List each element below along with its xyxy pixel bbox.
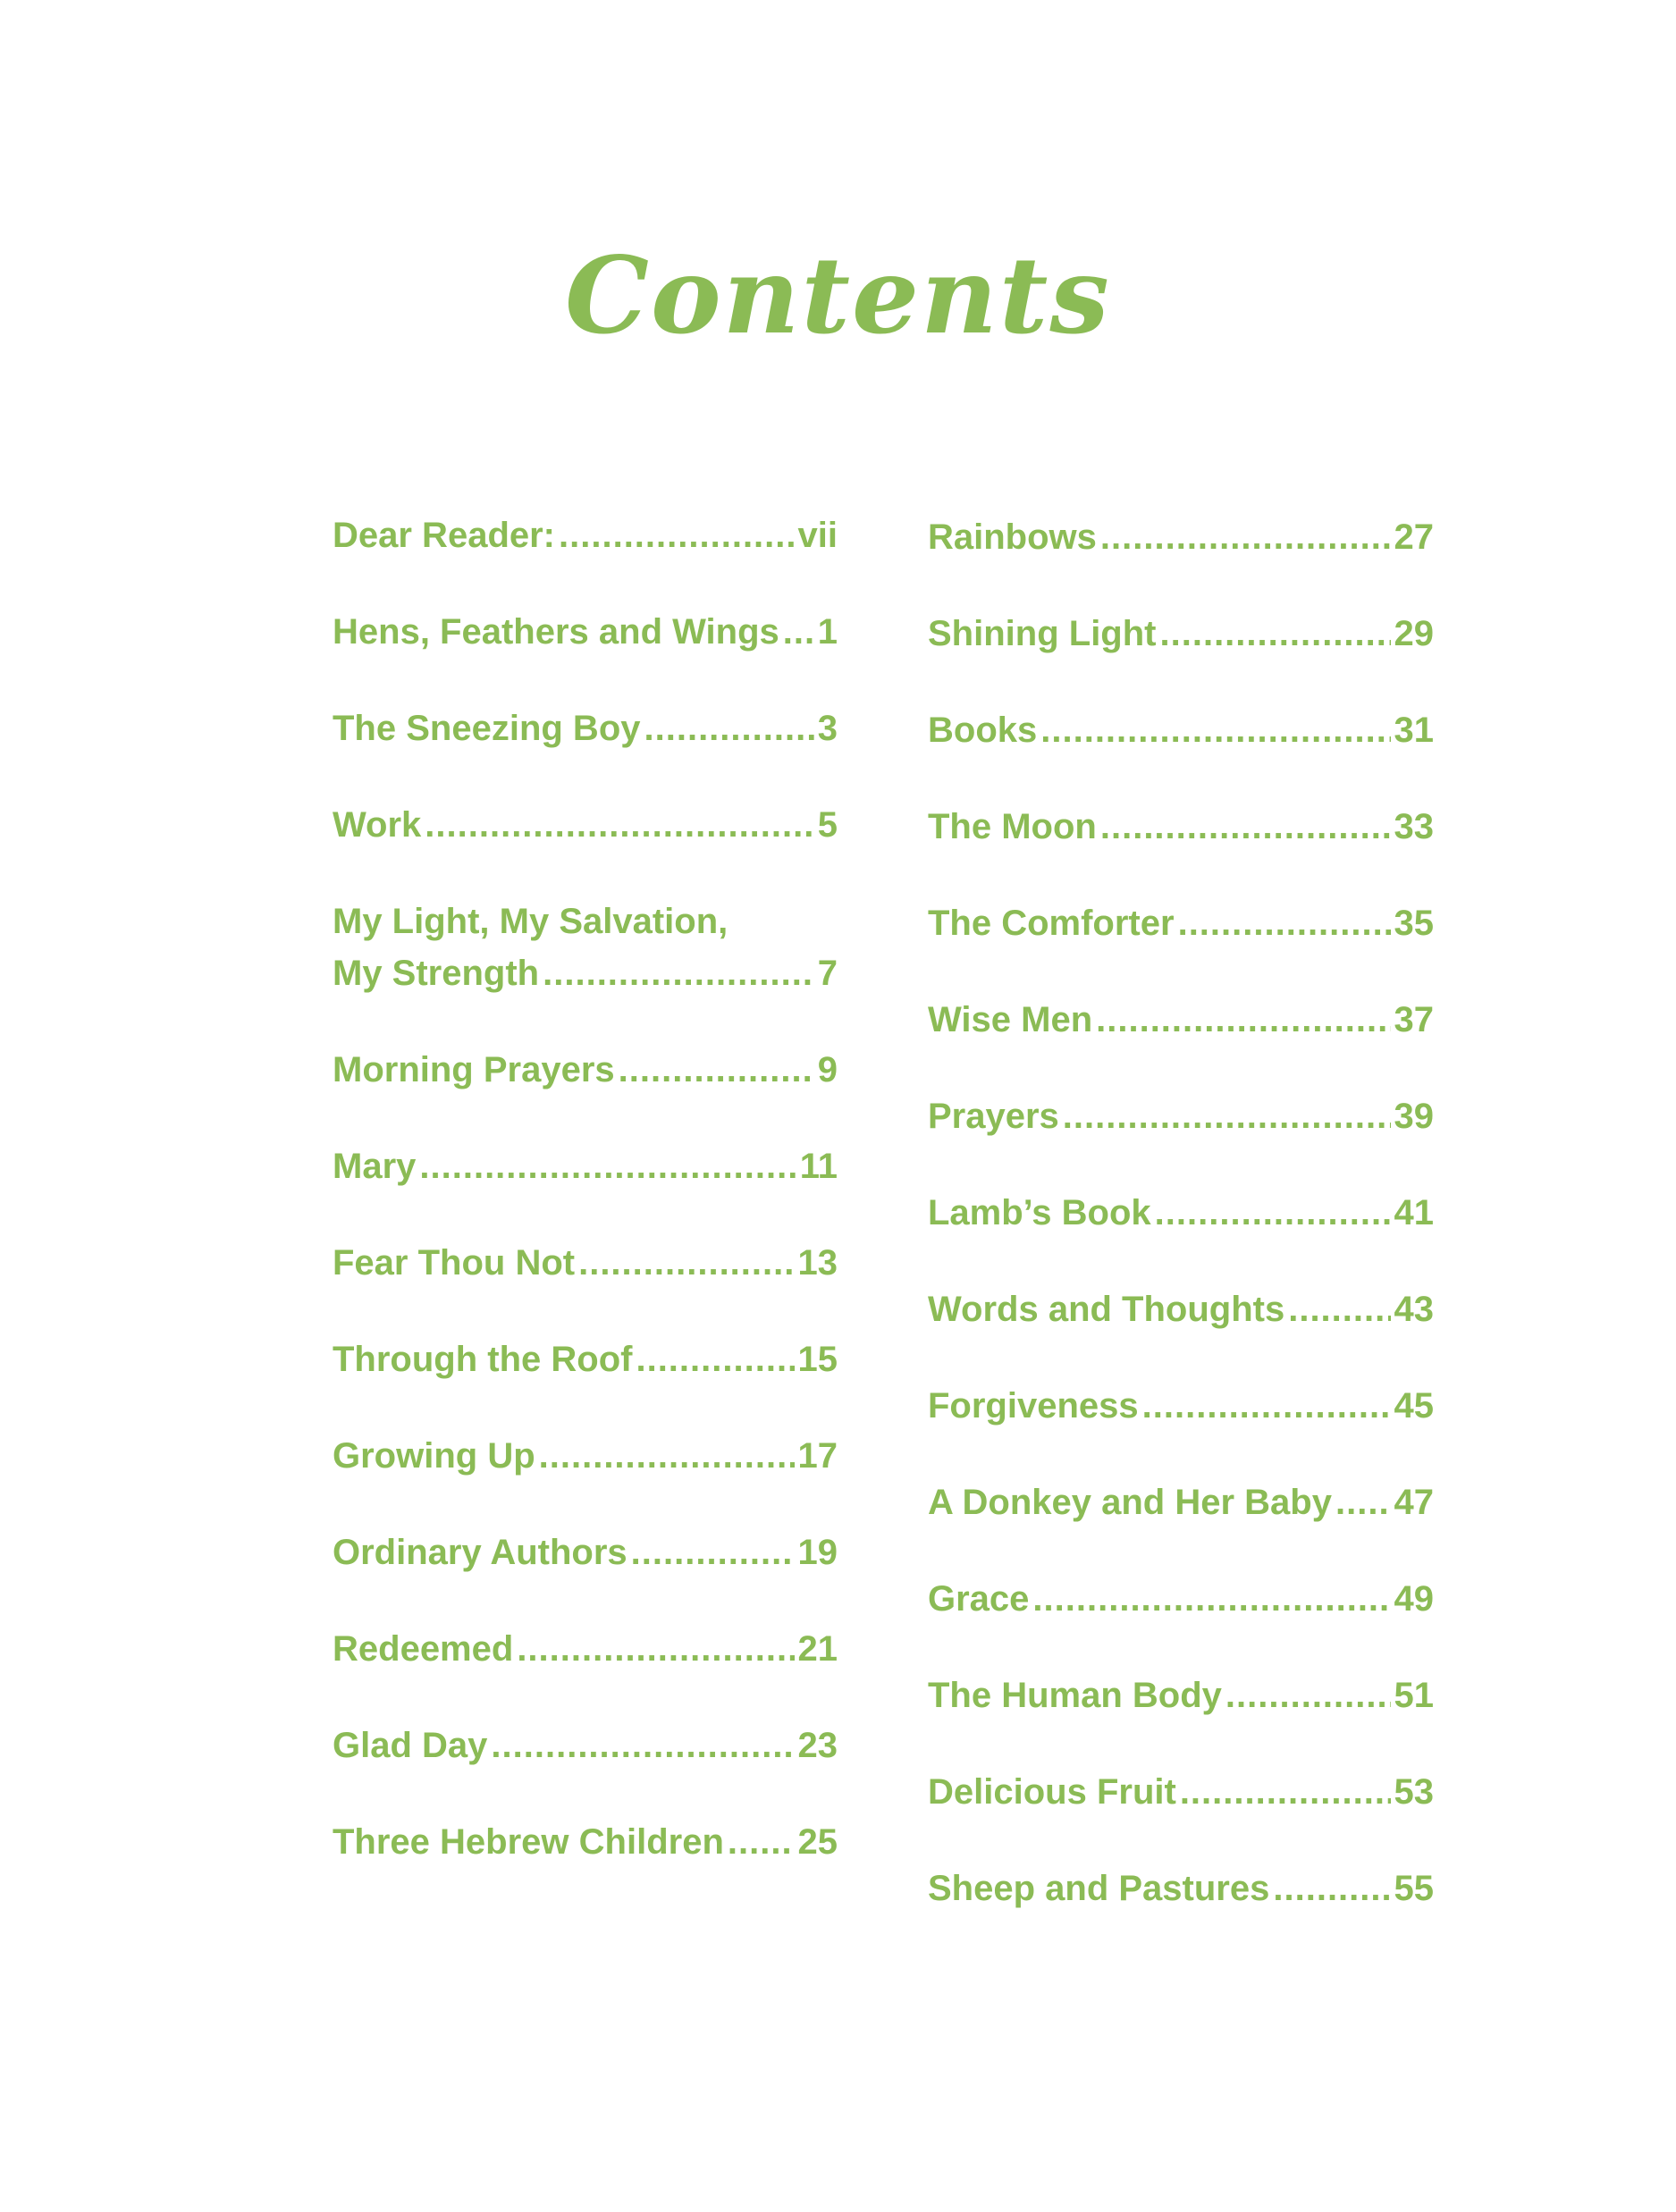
toc-entry[interactable]: [928, 1476, 1434, 1528]
toc-entry-title: Prayers: [928, 1097, 1059, 1136]
dot-leader: [1100, 511, 1391, 563]
dot-leader: [419, 1140, 796, 1192]
toc-entry[interactable]: [928, 1090, 1434, 1142]
toc-entry[interactable]: [333, 896, 838, 999]
toc-entry-page: 37: [1394, 1000, 1434, 1039]
toc-entry-page: 5: [817, 805, 838, 845]
toc-entry-title: Delicious Fruit: [928, 1772, 1176, 1812]
dot-leader: [491, 1720, 794, 1771]
dot-leader: [1335, 1476, 1391, 1528]
toc-entry[interactable]: [928, 1766, 1434, 1818]
dot-leader: [1063, 1090, 1391, 1142]
toc-entry-page: 29: [1394, 614, 1434, 653]
toc-entry-title: Books: [928, 711, 1038, 750]
toc-entry-title: Glad Day: [333, 1726, 488, 1765]
page-title: Contents: [565, 233, 1111, 357]
dot-leader: [1142, 1380, 1391, 1432]
dot-leader: [1100, 801, 1391, 853]
toc-entry[interactable]: [928, 608, 1434, 660]
toc-entry-page: 9: [817, 1050, 838, 1089]
dot-leader: [644, 702, 814, 754]
dot-leader: [1160, 608, 1391, 660]
toc-entry-title: Three Hebrew Children: [333, 1822, 724, 1862]
toc-entry[interactable]: [928, 1863, 1434, 1914]
dot-leader: [1273, 1863, 1390, 1914]
dot-leader: [1032, 1573, 1390, 1625]
dot-leader: [728, 1816, 795, 1868]
toc-entry-title: Rainbows: [928, 517, 1097, 557]
toc-entry[interactable]: [928, 511, 1434, 563]
toc-entry-page: 33: [1394, 807, 1434, 846]
toc-entry-page: 43: [1394, 1290, 1434, 1329]
toc-entry-page: 55: [1394, 1869, 1434, 1908]
toc-entry[interactable]: [928, 801, 1434, 853]
toc-entry-title: Work: [333, 805, 422, 845]
toc-entry-page: 15: [797, 1340, 838, 1379]
toc-entry-title: My Strength: [333, 954, 540, 993]
toc-entry[interactable]: [928, 1283, 1434, 1335]
toc-entry-title: Words and Thoughts: [928, 1290, 1285, 1329]
dot-leader: [1040, 704, 1390, 756]
toc-entry-title: Lamb’s Book: [928, 1193, 1151, 1232]
toc-entry-page: 47: [1394, 1483, 1434, 1522]
toc-entry[interactable]: [333, 1430, 838, 1482]
toc-entry-title: Dear Reader:: [333, 516, 556, 555]
toc-entry-title: The Human Body: [928, 1676, 1222, 1715]
toc-entry-page: 17: [797, 1436, 838, 1476]
toc-entry[interactable]: [928, 704, 1434, 756]
dot-leader: [1288, 1283, 1390, 1335]
toc-entry-page: 1: [817, 612, 838, 652]
toc-entry-page: 27: [1394, 517, 1434, 557]
toc-entry-page: 53: [1394, 1772, 1434, 1812]
toc-entry-page: 45: [1394, 1386, 1434, 1426]
toc-entry[interactable]: [333, 1140, 838, 1192]
dot-leader: [539, 1430, 795, 1482]
toc-entry-page: 39: [1394, 1097, 1434, 1136]
toc-entry[interactable]: [333, 1816, 838, 1868]
dot-leader: [1155, 1187, 1391, 1239]
toc-entry-page: 21: [797, 1629, 838, 1669]
toc-entry-title: Wise Men: [928, 1000, 1093, 1039]
toc-entry-page: 19: [797, 1533, 838, 1572]
toc-entry-title: Fear Thou Not: [333, 1243, 576, 1283]
toc-entry-title: The Sneezing Boy: [333, 709, 641, 748]
toc-entry-title: Forgiveness: [928, 1386, 1139, 1426]
toc-entry-page: 25: [797, 1822, 838, 1862]
toc-entry[interactable]: [928, 1670, 1434, 1721]
toc-entry-title: Redeemed: [333, 1629, 514, 1669]
toc-entry-title: Mary: [333, 1147, 417, 1186]
toc-entry[interactable]: [333, 1623, 838, 1675]
toc-entry-page: 7: [817, 954, 838, 993]
toc-entry[interactable]: [333, 509, 838, 561]
toc-entry-page: 3: [817, 709, 838, 748]
toc-entry-title: Morning Prayers: [333, 1050, 615, 1089]
toc-entry-page: 11: [799, 1147, 838, 1186]
dot-leader: [619, 1044, 814, 1096]
toc-entry-page: 23: [797, 1726, 838, 1765]
dot-leader: [578, 1237, 794, 1289]
toc-entry-title: A Donkey and Her Baby: [928, 1483, 1332, 1522]
toc-entry-title: Grace: [928, 1579, 1030, 1619]
toc-entry[interactable]: [928, 897, 1434, 949]
dot-leader: [1180, 1766, 1391, 1818]
dot-leader: [1096, 994, 1390, 1046]
toc-entry[interactable]: [928, 1573, 1434, 1625]
toc-entry-page: 13: [797, 1243, 838, 1283]
toc-right-column: [928, 511, 1434, 1959]
dot-leader: [636, 1333, 794, 1385]
dot-leader: [543, 947, 814, 999]
dot-leader: [1178, 897, 1391, 949]
dot-leader: [783, 606, 814, 658]
toc-entry-title: Hens, Feathers and Wings: [333, 612, 779, 652]
toc-left-column: [333, 509, 838, 1913]
toc-entry[interactable]: [333, 702, 838, 754]
toc-entry-title: The Comforter: [928, 904, 1175, 943]
toc-entry[interactable]: [333, 1333, 838, 1385]
toc-entry[interactable]: [333, 1720, 838, 1771]
dot-leader: [1225, 1670, 1391, 1721]
toc-entry-title: Growing Up: [333, 1436, 535, 1476]
toc-entry-title-line1: My Light, My Salvation,: [333, 902, 729, 941]
toc-entry-title: Sheep and Pastures: [928, 1869, 1270, 1908]
toc-entry-title: Shining Light: [928, 614, 1157, 653]
toc-entry[interactable]: [333, 799, 838, 851]
toc-entry-page: 49: [1394, 1579, 1434, 1619]
toc-entry-title: Ordinary Authors: [333, 1533, 627, 1572]
toc-entry-page: 35: [1394, 904, 1434, 943]
dot-leader: [517, 1623, 794, 1675]
dot-leader: [559, 509, 795, 561]
toc-entry-page: 31: [1394, 711, 1434, 750]
toc-entry[interactable]: [928, 994, 1434, 1046]
toc-entry[interactable]: [333, 1527, 838, 1578]
toc-entry[interactable]: [928, 1187, 1434, 1239]
toc-entry-page: 41: [1394, 1193, 1434, 1232]
dot-leader: [631, 1527, 795, 1578]
toc-entry[interactable]: [333, 606, 838, 658]
toc-entry-page: 51: [1394, 1676, 1434, 1715]
toc-entry-title: The Moon: [928, 807, 1097, 846]
toc-entry-page: vii: [797, 516, 838, 555]
toc-entry[interactable]: [928, 1380, 1434, 1432]
toc-entry-title: Through the Roof: [333, 1340, 633, 1379]
toc-entry[interactable]: [333, 1237, 838, 1289]
toc-entry[interactable]: [333, 1044, 838, 1096]
dot-leader: [425, 799, 813, 851]
